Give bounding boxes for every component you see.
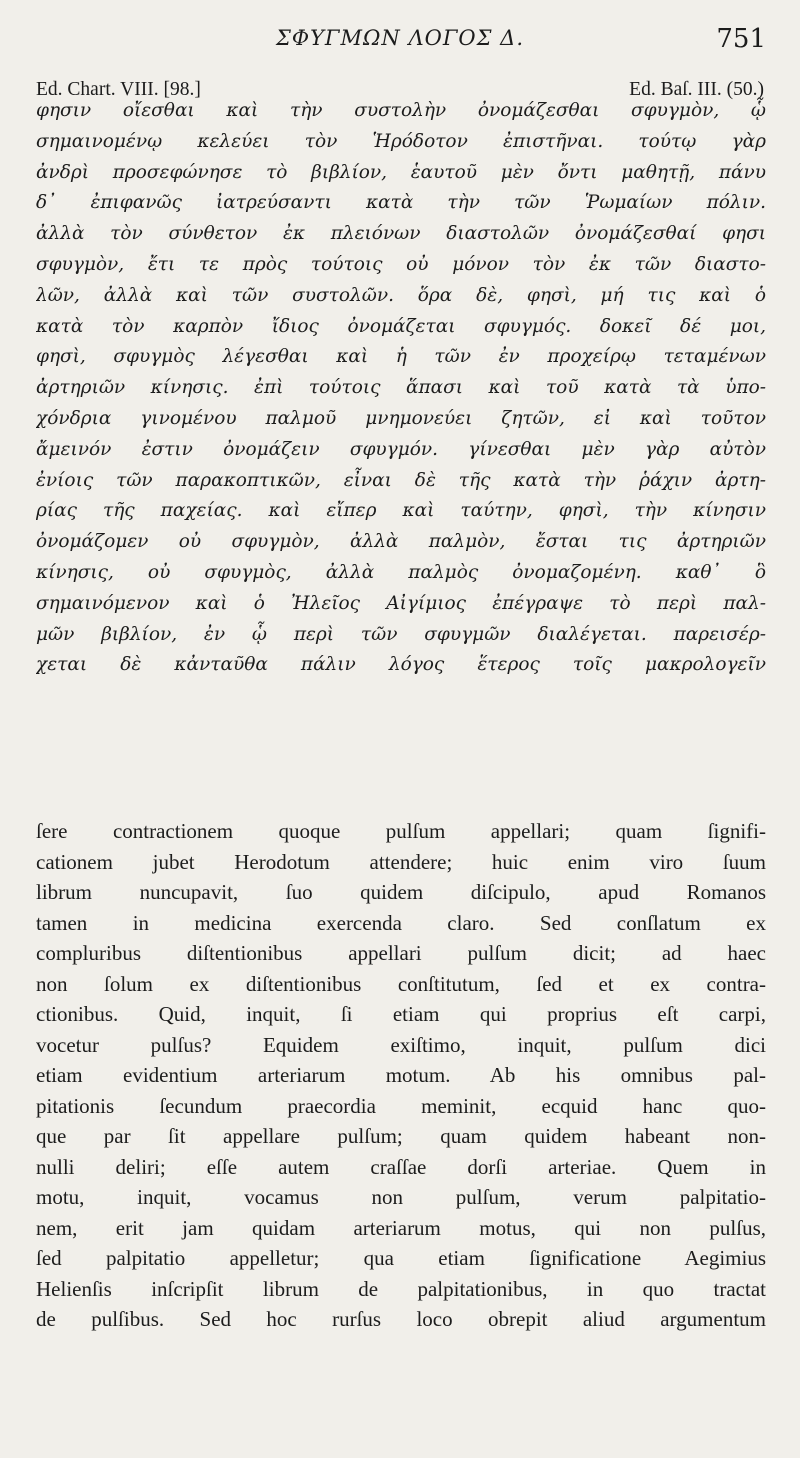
greek-line: ἄμεινόν ἐστιν ὀνομάζειν σφυγμόν. γίνεσθαι μὲν γὰρ αὐτὸν [36,438,766,460]
running-title: ΣΦΥΓΜΩΝ ΛΟΓΟΣ Δ. [276,26,524,50]
greek-line: ἐνίοις τῶν παρακοπτικῶν, εἶναι δὲ τῆς κατὰ τὴν ῥάχιν ἀρτη- [36,469,766,491]
latin-line: tamen in medicina exercenda claro. Sed conſlatum ex [36,910,766,935]
latin-line: Helienſis inſcripſit librum de palpitationibus, in quo tractat [36,1276,766,1301]
greek-line: ρίας τῆς παχείας. καὶ εἴπερ καὶ ταύτην, φησὶ, τὴν κίνησιν [36,500,766,522]
greek-line: ὀνομάζομεν οὐ σφυγμὸν, ἀλλὰ παλμὸν, ἔσται τις ἀρτηριῶν [36,531,766,553]
latin-line: ſed palpitatio appelletur; qua etiam ſignificatione Aegimius [36,1246,766,1270]
latin-line: ctionibus. Quid, inquit, ſi etiam qui proprius eſt carpi, [36,1002,766,1026]
greek-line: δ᾽ ἐπιφανῶς ἰατρεύσαντι κατὰ τὴν τῶν Ῥωμαίων πόλιν. [36,192,766,214]
latin-line: compluribus diſtentionibus appellari pulſum dicit; ad haec [36,941,766,965]
greek-line: σφυγμὸν, ἔτι τε πρὸς τούτοις οὐ μόνον τὸν ἐκ τῶν διαστο- [36,253,766,275]
greek-line: ἀνδρὶ προσεφώνησε τὸ βιβλίον, ἑαυτοῦ μὲν ὄντι μαθητῇ, πάνυ [36,161,766,183]
greek-line: χόνδρια γινομένου παλμοῦ μνημονεύει ζητῶν, εἰ καὶ τοῦτον [36,407,766,429]
greek-line: φησιν οἴεσθαι καὶ τὴν συστολὴν ὀνομάζεσθαι σφυγμὸν, ᾧ [36,100,766,121]
edition-reference-left: Ed. Chart. VIII. [98.] [36,79,201,100]
page-number: 751 [716,24,766,54]
greek-line: σημαινόμενον καὶ ὁ Ἠλεῖος Αἰγίμιος ἐπέγραψε τὸ περὶ παλ- [36,592,766,614]
greek-line: φησὶ, σφυγμὸς λέγεσθαι καὶ ἡ τῶν ἐν προχείρῳ τεταμένων [36,346,766,368]
latin-line: ſere contractionem quoque pulſum appellari; quam ſignifi- [36,819,766,843]
greek-line: λῶν, ἀλλὰ καὶ τῶν συστολῶν. ὅρα δὲ, φησὶ, μή τις καὶ ὁ [36,284,766,306]
latin-line: motu, inquit, vocamus non pulſum, verum palpitatio- [36,1185,766,1209]
latin-line: nulli deliri; eſſe autem craſſae dorſi arteriae. Quem in [36,1154,766,1179]
greek-line: σημαινομένῳ κελεύει τὸν Ἡρόδοτον ἐπιστῆναι. τούτῳ γὰρ [36,130,766,152]
latin-line: cationem jubet Herodotum attendere; huic enim viro ſuum [36,849,766,874]
latin-line: que par ſit appellare pulſum; quam quidem habeant non- [36,1124,766,1148]
greek-text-block [36,96,766,681]
greek-line: μῶν βιβλίον, ἐν ᾧ περὶ τῶν σφυγμῶν διαλέγεται. παρεισέρ- [36,623,766,645]
greek-line: κατὰ τὸν καρπὸν ἴδιος ὀνομάζεται σφυγμός. δοκεῖ δέ μοι, [36,315,766,337]
latin-line: non ſolum ex diſtentionibus conſtitutum, ſed et ex contra- [36,971,766,996]
greek-line: κίνησις, οὐ σφυγμὸς, ἀλλὰ παλμὸς ὀνομαζομένη. καθ᾽ ὃ [36,561,766,583]
greek-line: ἀρτηριῶν κίνησις. ἐπὶ τούτοις ἅπασι καὶ τοῦ κατὰ τὰ ὑπο- [36,377,766,399]
latin-line: pitationis ſecundum praecordia meminit, ecquid hanc quo- [36,1093,766,1118]
latin-line: vocetur pulſus? Equidem exiſtimo, inquit, pulſum dici [36,1032,766,1057]
greek-line: ἀλλὰ τὸν σύνθετον ἐκ πλειόνων διαστολῶν ὀνομάζεσθαί φησι [36,223,766,245]
greek-line: χεται δὲ κἀνταῦθα πάλιν λόγος ἕτερος τοῖς μακρολογεῖν [36,654,766,676]
latin-line: etiam evidentium arteriarum motum. Ab his omnibus pal- [36,1063,766,1087]
edition-reference-right: Ed. Baſ. III. (50.) [629,79,764,100]
latin-line: nem, erit jam quidam arteriarum motus, qui non pulſus, [36,1215,766,1240]
latin-line: de pulſibus. Sed hoc rurſus loco obrepit aliud argumentum [36,1307,766,1331]
latin-text-block [36,816,766,1335]
latin-line: librum nuncupavit, ſuo quidem diſcipulo, apud Romanos [36,880,766,904]
